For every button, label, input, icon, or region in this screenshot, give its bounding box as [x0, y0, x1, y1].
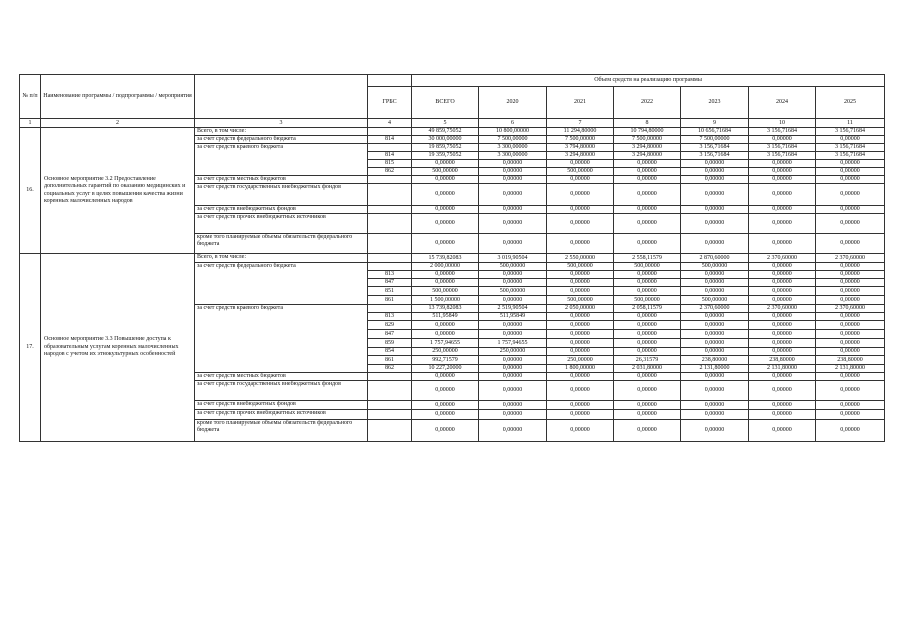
total-amount: 0,00000 — [412, 214, 479, 234]
year-amount: 0,00000 — [547, 271, 614, 279]
year-amount: 3 156,71684 — [816, 152, 885, 160]
year-amount: 3 156,71684 — [816, 144, 885, 152]
total-amount: 0,00000 — [412, 176, 479, 184]
year-amount: 2 370,60000 — [816, 254, 885, 263]
grbs-code: 813 — [368, 313, 412, 321]
grbs-code — [368, 206, 412, 214]
year-amount: 0,00000 — [547, 381, 614, 401]
section-number: 16. — [20, 128, 41, 254]
year-amount: 0,00000 — [547, 176, 614, 184]
total-amount: 511,95849 — [412, 313, 479, 321]
year-amount: 0,00000 — [479, 206, 547, 214]
year-amount: 0,00000 — [547, 214, 614, 234]
year-amount: 0,00000 — [749, 136, 816, 144]
year-amount: 0,00000 — [749, 287, 816, 296]
total-amount: 0,00000 — [412, 206, 479, 214]
grbs-code — [368, 176, 412, 184]
year-amount: 0,00000 — [749, 184, 816, 206]
year-amount: 500,00000 — [547, 296, 614, 305]
funding-source-label: кроме того планируемые объемы обязательств федерального бюджета — [195, 234, 368, 254]
grbs-code: 861 — [368, 296, 412, 305]
year-amount: 0,00000 — [547, 373, 614, 381]
year-amount: 0,00000 — [749, 263, 816, 271]
year-amount: 0,00000 — [816, 263, 885, 271]
total-amount: 500,00000 — [412, 168, 479, 176]
year-amount: 3 156,71684 — [749, 144, 816, 152]
year-amount: 0,00000 — [816, 410, 885, 420]
year-amount: 2 131,80000 — [816, 365, 885, 373]
grbs-code: 815 — [368, 160, 412, 168]
total-amount: 500,00000 — [412, 287, 479, 296]
year-amount: 0,00000 — [614, 373, 681, 381]
header-year-2021: 2021 — [547, 87, 614, 119]
year-amount: 0,00000 — [614, 287, 681, 296]
year-amount: 500,00000 — [547, 263, 614, 271]
year-amount: 0,00000 — [614, 206, 681, 214]
index-cell: 5 — [412, 119, 479, 128]
index-cell: 4 — [368, 119, 412, 128]
year-amount: 0,00000 — [681, 279, 749, 287]
year-amount: 500,00000 — [681, 296, 749, 305]
grbs-code — [368, 305, 412, 313]
year-amount: 1 757,94655 — [479, 339, 547, 348]
year-amount: 0,00000 — [681, 373, 749, 381]
grbs-code: 814 — [368, 136, 412, 144]
year-amount: 0,00000 — [749, 168, 816, 176]
header-col-name: Наименование программы / подпрограммы / мероприятия — [41, 75, 195, 119]
year-amount: 0,00000 — [816, 348, 885, 356]
total-amount: 0,00000 — [412, 234, 479, 254]
year-amount: 500,00000 — [681, 263, 749, 271]
index-cell: 8 — [614, 119, 681, 128]
table-row — [20, 128, 885, 136]
year-amount: 3 156,71684 — [681, 144, 749, 152]
year-amount: 3 156,71684 — [816, 128, 885, 136]
year-amount: 0,00000 — [614, 330, 681, 339]
year-amount: 2 519,90504 — [479, 305, 547, 313]
header-col-num: № п/п — [20, 75, 41, 119]
grbs-code: 862 — [368, 365, 412, 373]
year-amount: 7 500,00000 — [614, 136, 681, 144]
year-amount: 0,00000 — [749, 373, 816, 381]
year-amount: 0,00000 — [547, 321, 614, 330]
year-amount: 0,00000 — [479, 296, 547, 305]
year-amount: 0,00000 — [614, 279, 681, 287]
year-amount: 0,00000 — [614, 271, 681, 279]
year-amount: 0,00000 — [614, 401, 681, 410]
program-name: Основное мероприятие 3.2 Предоставление дополнительных гарантий по оказанию медицинских и социальных услуг в целях повышения качества жизни коренных малочисленных народов — [41, 128, 195, 254]
budget-document — [19, 74, 884, 442]
total-amount: 30 000,00000 — [412, 136, 479, 144]
section-number: 17. — [20, 254, 41, 442]
grbs-code: 813 — [368, 271, 412, 279]
year-amount: 0,00000 — [479, 330, 547, 339]
year-amount: 2 370,60000 — [749, 254, 816, 263]
index-cell: 1 — [20, 119, 41, 128]
grbs-code — [368, 410, 412, 420]
year-amount: 0,00000 — [479, 321, 547, 330]
year-amount: 2 870,60000 — [681, 254, 749, 263]
grbs-code — [368, 144, 412, 152]
year-amount: 0,00000 — [547, 287, 614, 296]
grbs-code: 847 — [368, 330, 412, 339]
funding-source-label: кроме того планируемые объемы обязательств федерального бюджета — [195, 420, 368, 442]
year-amount: 0,00000 — [749, 330, 816, 339]
index-row — [20, 119, 885, 128]
year-amount: 26,31579 — [614, 356, 681, 365]
year-amount: 0,00000 — [681, 168, 749, 176]
year-amount: 0,00000 — [749, 348, 816, 356]
year-amount: 500,00000 — [614, 263, 681, 271]
year-amount: 3 156,71684 — [749, 128, 816, 136]
grbs-code: 862 — [368, 168, 412, 176]
year-amount: 0,00000 — [547, 160, 614, 168]
grbs-code — [368, 420, 412, 442]
funding-source-label: Всего, в том числе: — [195, 254, 368, 263]
year-amount: 0,00000 — [816, 271, 885, 279]
year-amount: 0,00000 — [614, 234, 681, 254]
program-name: Основное мероприятие 3.3 Повышение доступа к образовательным услугам коренных малочисленных народов с учетом их этнокультурных особенностей — [41, 254, 195, 442]
year-amount: 0,00000 — [749, 214, 816, 234]
grbs-code: 847 — [368, 279, 412, 287]
header-col-blank — [195, 75, 368, 119]
year-amount: 0,00000 — [614, 348, 681, 356]
total-amount: 49 859,75052 — [412, 128, 479, 136]
year-amount: 0,00000 — [614, 321, 681, 330]
year-amount: 2 558,11579 — [614, 254, 681, 263]
header-year-2020: 2020 — [479, 87, 547, 119]
year-amount: 238,80000 — [749, 356, 816, 365]
funding-source-label: за счет средств федерального бюджета — [195, 263, 368, 305]
total-amount: 1 757,94655 — [412, 339, 479, 348]
year-amount: 0,00000 — [547, 339, 614, 348]
year-amount: 0,00000 — [816, 287, 885, 296]
year-amount: 0,00000 — [479, 214, 547, 234]
total-amount: 1 500,00000 — [412, 296, 479, 305]
index-cell: 3 — [195, 119, 368, 128]
year-amount: 0,00000 — [547, 420, 614, 442]
year-amount: 238,80000 — [681, 356, 749, 365]
year-amount: 0,00000 — [749, 313, 816, 321]
grbs-code: 854 — [368, 348, 412, 356]
year-amount: 0,00000 — [681, 234, 749, 254]
year-amount: 0,00000 — [816, 214, 885, 234]
year-amount: 0,00000 — [681, 176, 749, 184]
year-amount: 0,00000 — [614, 420, 681, 442]
year-amount: 0,00000 — [614, 214, 681, 234]
grbs-code — [368, 373, 412, 381]
funding-source-label: Всего, в том числе: — [195, 128, 368, 136]
year-amount: 0,00000 — [547, 234, 614, 254]
total-amount: 13 739,82083 — [412, 305, 479, 313]
year-amount: 0,00000 — [479, 365, 547, 373]
year-amount: 500,00000 — [479, 287, 547, 296]
year-amount: 250,00000 — [547, 356, 614, 365]
funding-source-label: за счет средств прочих внебюджетных источников — [195, 410, 368, 420]
year-amount: 0,00000 — [681, 321, 749, 330]
index-cell: 6 — [479, 119, 547, 128]
index-cell: 11 — [816, 119, 885, 128]
year-amount: 0,00000 — [816, 381, 885, 401]
year-amount: 0,00000 — [614, 313, 681, 321]
grbs-code — [368, 214, 412, 234]
year-amount: 2 050,00000 — [547, 305, 614, 313]
year-amount: 0,00000 — [614, 160, 681, 168]
funding-source-label: за счет средств прочих внебюджетных источников — [195, 214, 368, 234]
year-amount: 0,00000 — [614, 168, 681, 176]
year-amount: 0,00000 — [749, 401, 816, 410]
year-amount: 0,00000 — [681, 184, 749, 206]
year-amount: 238,80000 — [816, 356, 885, 365]
year-amount: 0,00000 — [547, 206, 614, 214]
total-amount: 0,00000 — [412, 410, 479, 420]
year-amount: 0,00000 — [479, 420, 547, 442]
year-amount: 0,00000 — [547, 410, 614, 420]
year-amount: 0,00000 — [479, 234, 547, 254]
year-amount: 0,00000 — [749, 420, 816, 442]
year-amount: 0,00000 — [749, 234, 816, 254]
year-amount: 0,00000 — [479, 381, 547, 401]
grbs-code — [368, 234, 412, 254]
grbs-code: 814 — [368, 152, 412, 160]
year-amount: 0,00000 — [547, 313, 614, 321]
year-amount: 0,00000 — [681, 339, 749, 348]
year-amount: 0,00000 — [816, 184, 885, 206]
index-cell: 2 — [41, 119, 195, 128]
year-amount: 511,95849 — [479, 313, 547, 321]
funding-source-label: за счет средств внебюджетных фондов — [195, 206, 368, 214]
total-amount: 19 359,75052 — [412, 152, 479, 160]
total-amount: 0,00000 — [412, 401, 479, 410]
total-amount: 0,00000 — [412, 184, 479, 206]
year-amount: 3 794,80000 — [547, 144, 614, 152]
index-cell: 10 — [749, 119, 816, 128]
year-amount: 0,00000 — [749, 321, 816, 330]
grbs-code: 861 — [368, 356, 412, 365]
year-amount: 0,00000 — [681, 330, 749, 339]
header-year-2024: 2024 — [749, 87, 816, 119]
year-amount: 0,00000 — [816, 321, 885, 330]
year-amount: 0,00000 — [749, 160, 816, 168]
grbs-code — [368, 401, 412, 410]
year-amount: 0,00000 — [816, 330, 885, 339]
year-amount: 10 656,71684 — [681, 128, 749, 136]
year-amount: 0,00000 — [479, 184, 547, 206]
year-amount: 0,00000 — [749, 381, 816, 401]
year-amount: 10 794,80000 — [614, 128, 681, 136]
year-amount: 0,00000 — [816, 234, 885, 254]
year-amount: 2 550,00000 — [547, 254, 614, 263]
total-amount: 0,00000 — [412, 321, 479, 330]
grbs-code: 851 — [368, 287, 412, 296]
year-amount: 3 156,71684 — [749, 152, 816, 160]
header-year-2025: 2025 — [816, 87, 885, 119]
year-amount: 0,00000 — [614, 339, 681, 348]
year-amount: 2 370,60000 — [681, 305, 749, 313]
header-row-1 — [20, 75, 885, 87]
funding-source-label: за счет средств государственных внебюджетных фондов — [195, 184, 368, 206]
year-amount: 0,00000 — [547, 184, 614, 206]
year-amount: 0,00000 — [479, 176, 547, 184]
header-year-2022: 2022 — [614, 87, 681, 119]
year-amount: 0,00000 — [614, 410, 681, 420]
year-amount: 0,00000 — [816, 373, 885, 381]
year-amount: 0,00000 — [614, 184, 681, 206]
year-amount: 11 294,80000 — [547, 128, 614, 136]
year-amount: 0,00000 — [479, 401, 547, 410]
year-amount: 2 131,80000 — [749, 365, 816, 373]
header-year-2023: 2023 — [681, 87, 749, 119]
year-amount: 0,00000 — [547, 348, 614, 356]
header-grbs-top — [368, 75, 412, 87]
grbs-code — [368, 254, 412, 263]
year-amount: 7 500,00000 — [479, 136, 547, 144]
year-amount: 0,00000 — [479, 271, 547, 279]
year-amount: 0,00000 — [479, 168, 547, 176]
year-amount: 0,00000 — [749, 206, 816, 214]
year-amount: 0,00000 — [749, 279, 816, 287]
total-amount: 250,00000 — [412, 348, 479, 356]
year-amount: 0,00000 — [816, 313, 885, 321]
grbs-code: 829 — [368, 321, 412, 330]
year-amount: 0,00000 — [547, 330, 614, 339]
header-total: ВСЕГО — [412, 87, 479, 119]
header-grbs: ГРБС — [368, 87, 412, 119]
total-amount: 0,00000 — [412, 420, 479, 442]
year-amount: 10 800,00000 — [479, 128, 547, 136]
year-amount: 0,00000 — [816, 176, 885, 184]
year-amount: 1 800,00000 — [547, 365, 614, 373]
year-amount: 0,00000 — [749, 296, 816, 305]
year-amount: 0,00000 — [681, 401, 749, 410]
year-amount: 0,00000 — [681, 381, 749, 401]
year-amount: 3 294,80000 — [547, 152, 614, 160]
year-amount: 0,00000 — [681, 287, 749, 296]
year-amount: 0,00000 — [749, 176, 816, 184]
grbs-code — [368, 128, 412, 136]
year-amount: 0,00000 — [816, 401, 885, 410]
funding-source-label: за счет средств краевого бюджета — [195, 305, 368, 373]
year-amount: 0,00000 — [816, 160, 885, 168]
year-amount: 2 031,80000 — [614, 365, 681, 373]
year-amount: 3 300,00000 — [479, 152, 547, 160]
year-amount: 0,00000 — [681, 214, 749, 234]
total-amount: 0,00000 — [412, 160, 479, 168]
grbs-code — [368, 381, 412, 401]
year-amount: 0,00000 — [681, 271, 749, 279]
total-amount: 992,71579 — [412, 356, 479, 365]
total-amount: 2 000,00000 — [412, 263, 479, 271]
year-amount: 2 058,11579 — [614, 305, 681, 313]
total-amount: 0,00000 — [412, 381, 479, 401]
year-amount: 0,00000 — [614, 176, 681, 184]
year-amount: 2 370,60000 — [816, 305, 885, 313]
year-amount: 0,00000 — [479, 410, 547, 420]
budget-table — [19, 74, 885, 442]
year-amount: 0,00000 — [681, 348, 749, 356]
total-amount: 0,00000 — [412, 279, 479, 287]
year-amount: 0,00000 — [681, 420, 749, 442]
year-amount: 500,00000 — [614, 296, 681, 305]
index-cell: 7 — [547, 119, 614, 128]
year-amount: 0,00000 — [547, 279, 614, 287]
funding-source-label: за счет средств внебюджетных фондов — [195, 401, 368, 410]
year-amount: 3 019,90504 — [479, 254, 547, 263]
year-amount: 0,00000 — [816, 206, 885, 214]
total-amount: 0,00000 — [412, 373, 479, 381]
year-amount: 0,00000 — [614, 381, 681, 401]
year-amount: 500,00000 — [479, 263, 547, 271]
year-amount: 0,00000 — [749, 410, 816, 420]
year-amount: 7 500,00000 — [681, 136, 749, 144]
year-amount: 0,00000 — [749, 339, 816, 348]
funding-source-label: за счет средств федерального бюджета — [195, 136, 368, 144]
year-amount: 0,00000 — [749, 271, 816, 279]
index-cell: 9 — [681, 119, 749, 128]
year-amount: 250,00000 — [479, 348, 547, 356]
grbs-code — [368, 263, 412, 271]
year-amount: 0,00000 — [547, 401, 614, 410]
year-amount: 2 131,80000 — [681, 365, 749, 373]
year-amount: 0,00000 — [816, 279, 885, 287]
total-amount: 0,00000 — [412, 271, 479, 279]
year-amount: 0,00000 — [681, 206, 749, 214]
year-amount: 0,00000 — [816, 136, 885, 144]
year-amount: 0,00000 — [816, 296, 885, 305]
grbs-code — [368, 184, 412, 206]
year-amount: 0,00000 — [479, 160, 547, 168]
year-amount: 0,00000 — [816, 420, 885, 442]
funding-source-label: за счет средств государственных внебюджетных фондов — [195, 381, 368, 401]
year-amount: 3 294,80000 — [614, 144, 681, 152]
year-amount: 0,00000 — [816, 168, 885, 176]
total-amount: 15 739,82083 — [412, 254, 479, 263]
year-amount: 3 156,71684 — [681, 152, 749, 160]
total-amount: 19 859,75052 — [412, 144, 479, 152]
total-amount: 0,00000 — [412, 330, 479, 339]
year-amount: 7 500,00000 — [547, 136, 614, 144]
funding-source-label: за счет средств местных бюджетов — [195, 176, 368, 184]
year-amount: 0,00000 — [681, 410, 749, 420]
funding-source-label: за счет средств местных бюджетов — [195, 373, 368, 381]
year-amount: 500,00000 — [547, 168, 614, 176]
year-amount: 3 294,80000 — [614, 152, 681, 160]
grbs-code: 859 — [368, 339, 412, 348]
year-amount: 2 370,60000 — [749, 305, 816, 313]
funding-source-label: за счет средств краевого бюджета — [195, 144, 368, 176]
year-amount: 0,00000 — [816, 339, 885, 348]
year-amount: 3 300,00000 — [479, 144, 547, 152]
header-volume-title: Объем средств на реализацию программы — [412, 75, 885, 87]
year-amount: 0,00000 — [681, 313, 749, 321]
year-amount: 0,00000 — [479, 373, 547, 381]
total-amount: 10 227,20000 — [412, 365, 479, 373]
year-amount: 0,00000 — [479, 279, 547, 287]
year-amount: 0,00000 — [681, 160, 749, 168]
table-row — [20, 254, 885, 263]
year-amount: 0,00000 — [479, 356, 547, 365]
